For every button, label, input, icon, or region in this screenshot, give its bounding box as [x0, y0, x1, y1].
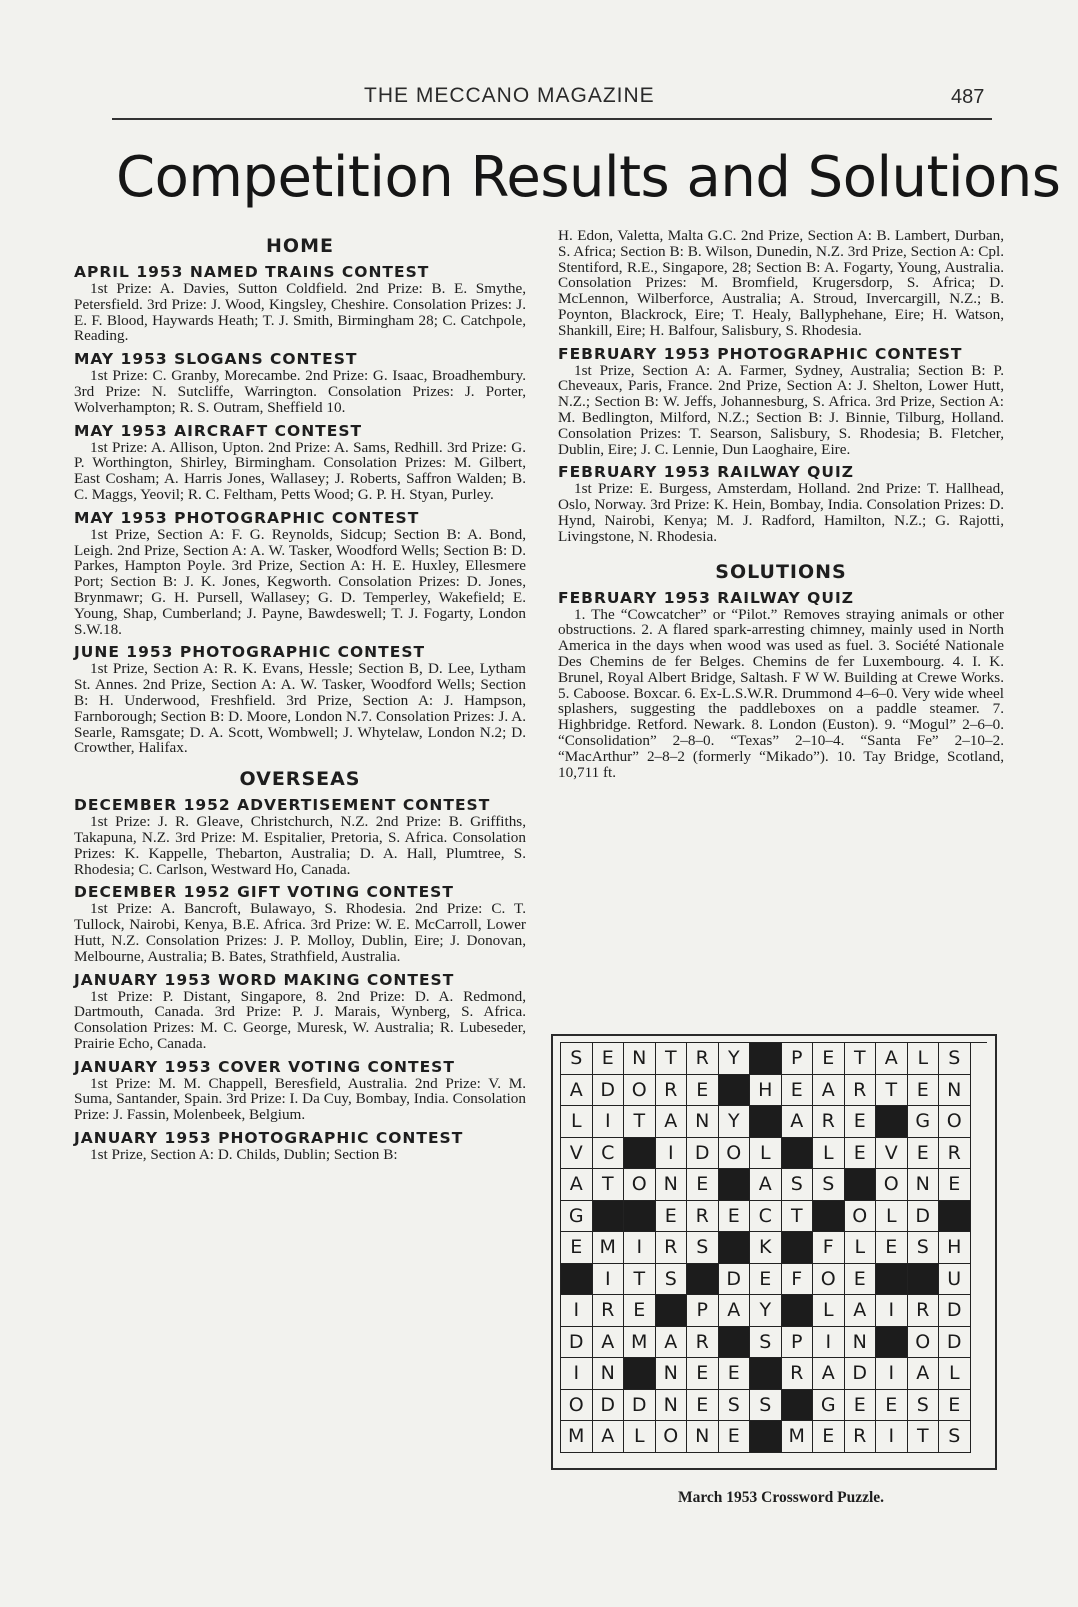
crossword-frame — [551, 1034, 997, 1470]
contest-results: 1st Prize: A. Davies, Sutton Coldfield. 2nd Prize: B. E. Smythe, Petersfield. 3rd Prize: J. Wood, Kingsley, Cheshire. Consolation Prizes: J. E. F. Blood, Haywards Heath; T. J. Smith, Birmingham 28; C. Catchpole, Reading. — [74, 280, 526, 345]
crossword-cell: E — [719, 1201, 751, 1233]
crossword-cell: I — [876, 1358, 908, 1390]
crossword-cell: E — [719, 1358, 751, 1390]
crossword-cell: P — [782, 1327, 814, 1359]
contest-results: 1st Prize: P. Distant, Singapore, 8. 2nd Prize: D. A. Redmond, Dartmouth, Canada. 3rd Prize: P. J. Marais, Wynberg, S. Africa. Consolation Prizes: M. C. George, Muresk, W. Australia; R. Lubeseder, Prairie Echo, Canada. — [74, 987, 526, 1052]
page-title: Competition Results and Solutions — [116, 145, 1061, 210]
contest-heading: MAY 1953 SLOGANS CONTEST — [74, 350, 358, 369]
contest-results: 1st Prize: J. R. Gleave, Christchurch, N.Z. 2nd Prize: B. Griffiths, Takapuna, N.Z. 3rd Prize: M. Espitalier, Pretoria, S. Africa. Consolation Prizes: K. Kappelle, Thebarton, Australia; D. A. Hall, Plumtree, S. Rhodesia; C. Carlson, Westward Ho, Canada. — [74, 813, 526, 878]
crossword-cell: S — [939, 1043, 971, 1075]
crossword-cell: S — [656, 1264, 688, 1296]
crossword-grid — [560, 1042, 987, 1453]
crossword-cell: E — [687, 1390, 719, 1422]
crossword-cell: A — [813, 1075, 845, 1107]
contest-results: 1st Prize: E. Burgess, Amsterdam, Holland. 2nd Prize: T. Hallhead, Oslo, Norway. 3rd Prize: K. Hein, Bombay, India. Consolation Prizes: D. Hynd, Nairobi, Kenya; M. J. Radford, Hamilton, N.Z.; G. Rajotti, Livingstone, N. Rhodesia. — [558, 480, 1004, 545]
crossword-cell: Y — [719, 1106, 751, 1138]
crossword-cell: E — [656, 1201, 688, 1233]
crossword-cell: A — [876, 1043, 908, 1075]
crossword-cell: M — [561, 1421, 593, 1453]
crossword-cell: D — [845, 1358, 877, 1390]
crossword-cell: O — [845, 1201, 877, 1233]
crossword-cell: O — [719, 1138, 751, 1170]
crossword-cell: N — [687, 1106, 719, 1138]
crossword-cell: R — [939, 1138, 971, 1170]
crossword-cell: E — [719, 1421, 751, 1453]
crossword-cell: E — [750, 1264, 782, 1296]
crossword-cell: P — [687, 1295, 719, 1327]
crossword-cell: O — [908, 1327, 940, 1359]
crossword-cell: I — [593, 1106, 625, 1138]
crossword-cell: A — [908, 1358, 940, 1390]
crossword-cell: E — [561, 1232, 593, 1264]
crossword-cell: A — [561, 1075, 593, 1107]
contest-results: 1st Prize, Section A: F. G. Reynolds, Sidcup; Section B: A. Bond, Leigh. 2nd Prize, Section A: A. W. Tasker, Woodford Wells; Section B: D. Parkes, Hampton Poyle. 3rd Prize, Section A: H. E. Huxley, Ellesmere Port; Section B: J. K. Jones, Kegworth. Consolation Prizes: D. Jones, Brynmawr; G. H. Pursell, Wallasey; G. D. Temperley, Wakefield; E. Young, Shap, Cumberland; J. Payne, Bawdeswell; T. J. Fogarty, London S.W.18. — [74, 525, 526, 638]
crossword-black-square — [750, 1421, 782, 1453]
crossword-black-square — [624, 1138, 656, 1170]
crossword-cell: A — [561, 1169, 593, 1201]
running-head: THE MECCANO MAGAZINE — [364, 84, 655, 107]
crossword-caption: March 1953 Crossword Puzzle. — [677, 1489, 885, 1506]
crossword-cell: D — [719, 1264, 751, 1296]
crossword-black-square — [782, 1295, 814, 1327]
overseas-heading: OVERSEAS — [239, 768, 361, 791]
crossword-black-square — [939, 1201, 971, 1233]
left-column — [74, 233, 526, 1169]
crossword-cell: A — [845, 1295, 877, 1327]
right-column — [558, 228, 1004, 786]
crossword-cell: D — [561, 1327, 593, 1359]
crossword-cell: M — [593, 1232, 625, 1264]
crossword-cell: N — [687, 1421, 719, 1453]
crossword-cell: T — [656, 1043, 688, 1075]
crossword-cell: E — [908, 1075, 940, 1107]
contest-results: 1st Prize, Section A: A. Farmer, Sydney, Australia; Section B: P. Cheveaux, Paris, France. 2nd Prize, Section A: J. Shelton, Lower Hutt, N.Z.; Section B: W. Jeffs, Johannesburg, S. Africa. 3rd Prize, Section A: M. Bedlington, Milford, N.Z.; Section B: J. Binnie, Tilburg, Holland. Consolation Prizes: T. Searson, Salisbury, S. Rhodesia; B. Fletcher, Dublin, Eire; J. C. Lennie, Dun Laoghaire, Eire. — [558, 361, 1004, 458]
crossword-cell: D — [939, 1295, 971, 1327]
contest-results-continued: H. Edon, Valetta, Malta G.C. 2nd Prize, Section A: B. Lambert, Durban, S. Africa; Section B: B. Wilson, Dunedin, N.Z. 3rd Prize, Section A: Cpl. Stentiford, R.E., Singapore, 28; Section B: A. Fogarty, Young, Australia. Consolation Prizes: M. Bromfield, Krugersdorp, S. Africa; D. McLennon, Wilberforce, Australia; A. Stroud, Invercargill, N.Z.; B. Poynton, Blackrock, Eire; T. Healy, Ballyphehane, Eire; H. Watson, Shankill, Eire; H. Balfour, Salisbury, S. Rhodesia. — [558, 227, 1004, 339]
solutions-heading: SOLUTIONS — [715, 560, 847, 583]
crossword-cell: E — [687, 1075, 719, 1107]
crossword-cell: O — [561, 1390, 593, 1422]
crossword-cell: I — [876, 1295, 908, 1327]
crossword-cell: R — [813, 1106, 845, 1138]
crossword-cell: O — [624, 1169, 656, 1201]
crossword-cell: N — [656, 1169, 688, 1201]
crossword-cell: C — [750, 1201, 782, 1233]
crossword-cell: N — [624, 1043, 656, 1075]
crossword-cell: Y — [750, 1295, 782, 1327]
crossword-cell: L — [908, 1043, 940, 1075]
crossword-cell: O — [656, 1421, 688, 1453]
crossword-cell: I — [656, 1138, 688, 1170]
crossword-cell: E — [687, 1358, 719, 1390]
crossword-cell: E — [876, 1232, 908, 1264]
crossword-cell: R — [656, 1232, 688, 1264]
crossword-cell: E — [908, 1138, 940, 1170]
crossword-cell: M — [782, 1421, 814, 1453]
contest-heading: FEBRUARY 1953 RAILWAY QUIZ — [558, 463, 854, 482]
crossword-cell: I — [561, 1295, 593, 1327]
contest-heading: APRIL 1953 NAMED TRAINS CONTEST — [74, 263, 430, 281]
crossword-cell: D — [593, 1390, 625, 1422]
crossword-cell: E — [624, 1295, 656, 1327]
crossword-black-square — [750, 1106, 782, 1138]
crossword-cell: E — [593, 1043, 625, 1075]
contest-heading: JANUARY 1953 COVER VOTING CONTEST — [74, 1057, 455, 1076]
crossword-cell: N — [845, 1327, 877, 1359]
crossword-cell: K — [750, 1232, 782, 1264]
crossword-cell: P — [782, 1043, 814, 1075]
crossword-black-square — [782, 1138, 814, 1170]
crossword-black-square — [750, 1043, 782, 1075]
crossword-cell: R — [593, 1295, 625, 1327]
crossword-cell: T — [593, 1169, 625, 1201]
crossword-cell: T — [876, 1075, 908, 1107]
home-heading: HOME — [266, 235, 334, 257]
crossword-cell: L — [750, 1138, 782, 1170]
crossword-cell: V — [561, 1138, 593, 1170]
crossword-cell: R — [687, 1043, 719, 1075]
crossword-cell: E — [813, 1043, 845, 1075]
contest-heading: JUNE 1953 PHOTOGRAPHIC CONTEST — [74, 643, 426, 662]
contest-heading: FEBRUARY 1953 PHOTOGRAPHIC CONTEST — [558, 344, 963, 363]
crossword-cell: T — [908, 1421, 940, 1453]
crossword-cell: E — [845, 1264, 877, 1296]
crossword-cell: O — [624, 1075, 656, 1107]
crossword-cell: S — [908, 1390, 940, 1422]
crossword-cell: I — [813, 1327, 845, 1359]
crossword-cell: S — [813, 1169, 845, 1201]
crossword-cell: A — [593, 1327, 625, 1359]
crossword-cell: H — [750, 1075, 782, 1107]
contest-heading: JANUARY 1953 WORD MAKING CONTEST — [74, 970, 455, 989]
contest-heading: MAY 1953 PHOTOGRAPHIC CONTEST — [74, 508, 420, 527]
crossword-cell: A — [593, 1421, 625, 1453]
crossword-black-square — [719, 1075, 751, 1107]
crossword-cell: M — [624, 1327, 656, 1359]
crossword-cell: I — [624, 1232, 656, 1264]
crossword-black-square — [656, 1295, 688, 1327]
crossword-cell: U — [939, 1264, 971, 1296]
crossword-cell: E — [813, 1421, 845, 1453]
crossword-cell: Y — [719, 1043, 751, 1075]
crossword-cell: L — [845, 1232, 877, 1264]
crossword-cell: N — [939, 1075, 971, 1107]
crossword-cell: E — [939, 1390, 971, 1422]
crossword-cell: S — [687, 1232, 719, 1264]
crossword-cell: N — [593, 1358, 625, 1390]
crossword-black-square — [719, 1169, 751, 1201]
crossword-cell: A — [782, 1106, 814, 1138]
contest-results: 1st Prize, Section A: D. Childs, Dublin; Section B: — [90, 1146, 398, 1164]
crossword-cell: R — [845, 1075, 877, 1107]
crossword-cell: H — [939, 1232, 971, 1264]
crossword-cell: S — [908, 1232, 940, 1264]
crossword-cell: R — [845, 1421, 877, 1453]
crossword-cell: A — [656, 1106, 688, 1138]
contest-heading: MAY 1953 AIRCRAFT CONTEST — [74, 421, 363, 440]
crossword-cell: C — [593, 1138, 625, 1170]
crossword-black-square — [719, 1232, 751, 1264]
contest-heading: JANUARY 1953 PHOTOGRAPHIC CONTEST — [74, 1129, 464, 1148]
crossword-black-square — [750, 1358, 782, 1390]
crossword-black-square — [782, 1390, 814, 1422]
crossword-black-square — [908, 1264, 940, 1296]
contest-results: 1st Prize: C. Granby, Morecambe. 2nd Prize: G. Isaac, Broadhembury. 3rd Prize: N. Sutcliffe, Warrington. Consolation Prizes: J. Porter, Wolverhampton; R. S. Outram, Sheffield 10. — [74, 367, 526, 416]
crossword-cell: T — [624, 1106, 656, 1138]
crossword-cell: T — [782, 1201, 814, 1233]
crossword-black-square — [813, 1201, 845, 1233]
header-rule — [112, 118, 992, 120]
crossword-cell: G — [908, 1106, 940, 1138]
crossword-cell: D — [939, 1327, 971, 1359]
crossword-cell: R — [687, 1327, 719, 1359]
crossword-cell: D — [908, 1201, 940, 1233]
crossword-cell: E — [845, 1106, 877, 1138]
crossword-cell: N — [908, 1169, 940, 1201]
crossword-cell: I — [561, 1358, 593, 1390]
crossword-cell: L — [561, 1106, 593, 1138]
crossword-cell: D — [624, 1390, 656, 1422]
crossword-black-square — [782, 1232, 814, 1264]
crossword-cell: O — [939, 1106, 971, 1138]
contest-results: 1st Prize: M. M. Chappell, Beresfield, Australia. 2nd Prize: V. M. Suma, Santander, Spain. 3rd Prize: I. Da Cuy, Bombay, India. Consolation Prize: J. Fassin, Molenbeek, Belgium. — [74, 1074, 526, 1124]
contest-heading: DECEMBER 1952 ADVERTISEMENT CONTEST — [74, 796, 491, 815]
crossword-black-square — [845, 1169, 877, 1201]
crossword-cell: E — [845, 1138, 877, 1170]
crossword-cell: N — [656, 1390, 688, 1422]
crossword-cell: N — [656, 1358, 688, 1390]
crossword-cell: S — [719, 1390, 751, 1422]
crossword-cell: E — [687, 1169, 719, 1201]
crossword-cell: D — [687, 1138, 719, 1170]
crossword-cell: A — [750, 1169, 782, 1201]
crossword-cell: S — [750, 1327, 782, 1359]
crossword-cell: S — [782, 1169, 814, 1201]
crossword-black-square — [593, 1201, 625, 1233]
crossword-cell: I — [876, 1421, 908, 1453]
contest-results: 1st Prize: A. Bancroft, Bulawayo, S. Rhodesia. 2nd Prize: C. T. Tullock, Nairobi, Kenya, B.E. Africa. 3rd Prize: W. E. McCarroll, Lower Hutt, N.Z. Consolation Prizes: J. P. Molloy, Dublin, Eire; J. Donovan, Melbourne, Australia; B. Bates, Strathfield, Australia. — [74, 900, 526, 965]
crossword-cell: D — [593, 1075, 625, 1107]
crossword-black-square — [561, 1264, 593, 1296]
crossword-cell: A — [719, 1295, 751, 1327]
crossword-cell: A — [813, 1358, 845, 1390]
crossword-cell: R — [656, 1075, 688, 1107]
crossword-cell: E — [939, 1169, 971, 1201]
crossword-black-square — [687, 1264, 719, 1296]
crossword-cell: L — [876, 1201, 908, 1233]
crossword-cell: O — [813, 1264, 845, 1296]
crossword-black-square — [624, 1358, 656, 1390]
crossword-cell: E — [845, 1390, 877, 1422]
crossword-cell: A — [656, 1327, 688, 1359]
crossword-cell: L — [939, 1358, 971, 1390]
crossword-black-square — [876, 1106, 908, 1138]
crossword-cell: T — [845, 1043, 877, 1075]
crossword-black-square — [624, 1201, 656, 1233]
page-number: 487 — [951, 86, 985, 108]
contest-results: 1st Prize, Section A: R. K. Evans, Hessle; Section B, D. Lee, Lytham St. Annes. 2nd Prize, Section A: A. W. Tasker, Woodford Wells; Section B: H. Underwood, Freshfield. 3rd Prize, Section A: J. Hampson, Farnborough; Section B: D. Moore, London N.7. Consolation Prizes: J. A. Searle, Ramsgate; D. A. Scott, Wombwell; J. Whytelaw, London N.2; D. Crowther, Halifax. — [74, 660, 526, 757]
crossword-cell: G — [813, 1390, 845, 1422]
crossword-cell: R — [782, 1358, 814, 1390]
crossword-cell: F — [782, 1264, 814, 1296]
crossword-cell: S — [561, 1043, 593, 1075]
crossword-cell: E — [876, 1390, 908, 1422]
crossword-cell: V — [876, 1138, 908, 1170]
crossword-cell: F — [813, 1232, 845, 1264]
crossword-cell: S — [750, 1390, 782, 1422]
crossword-cell: E — [782, 1075, 814, 1107]
crossword-cell: G — [561, 1201, 593, 1233]
crossword-cell: I — [593, 1264, 625, 1296]
solution-text: 1. The “Cowcatcher” or “Pilot.” Removes straying animals or other obstructions. 2. A flared spark-arresting chimney, mainly used in North America in the days when wood was used as fuel. 3. Société Nationale Des Chemins de fer Belges. Chemins de fer Luxembourg. 4. I. K. Brunel, Royal Albert Bridge, Saltash. F W W. Building at Crewe Works. 5. Caboose. Boxcar. 6. Ex-L.S.W.R. Drummond 4–6–0. Very wide wheel splashers, suggesting the paddleboxes on a paddle steamer. 7. Highbridge. Retford. Newark. 8. London (Euston). 9. “Mogul” 2–6–0. “Consolidation” 2–8–0. “Texas” 2–10–4. “Santa Fe” 2–10–2. “MacArthur” 2–8–2 (formerly “Mikado”). 10. Tay Bridge, Scotland, 10,711 ft. — [558, 605, 1004, 781]
crossword-cell: R — [908, 1295, 940, 1327]
crossword-black-square — [719, 1327, 751, 1359]
crossword-cell: S — [939, 1421, 971, 1453]
crossword-cell: L — [813, 1295, 845, 1327]
crossword-black-square — [876, 1327, 908, 1359]
contest-results: 1st Prize: A. Allison, Upton. 2nd Prize: A. Sams, Redhill. 3rd Prize: G. P. Worthington, Shirley, Birmingham. Consolation Prizes: M. Gilbert, East Cosham; A. Harris Jones, Wallasey; J. Roberts, Saffron Walden; B. C. Maggs, Yeovil; R. C. Feltham, Petts Wood; G. P. H. Styan, Purley. — [74, 438, 526, 503]
crossword-cell: L — [624, 1421, 656, 1453]
crossword-black-square — [876, 1264, 908, 1296]
crossword-cell: R — [687, 1201, 719, 1233]
contest-heading: DECEMBER 1952 GIFT VOTING CONTEST — [74, 883, 454, 902]
solution-heading: FEBRUARY 1953 RAILWAY QUIZ — [558, 588, 854, 607]
crossword-cell: O — [876, 1169, 908, 1201]
crossword-cell: L — [813, 1138, 845, 1170]
crossword-cell: T — [624, 1264, 656, 1296]
